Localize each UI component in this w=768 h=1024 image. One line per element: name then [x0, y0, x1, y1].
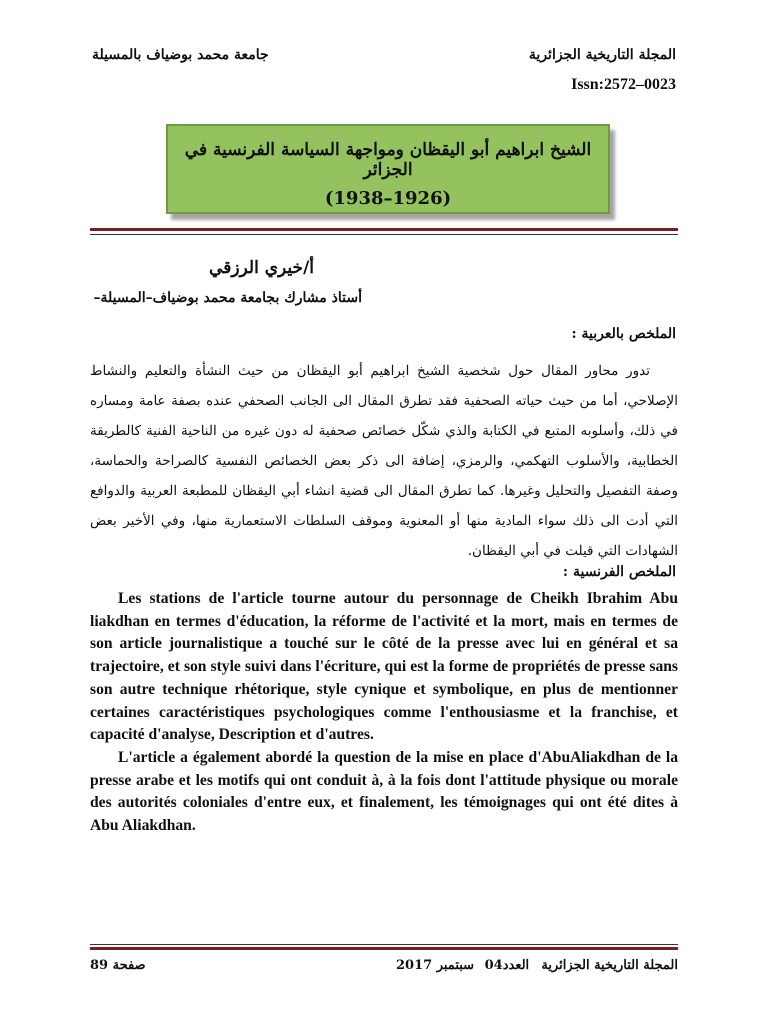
- title-box: [166, 124, 610, 214]
- author-name: أ/خيري الرزقي: [209, 258, 314, 278]
- arabic-abstract-heading: الملخص بالعربية :: [571, 326, 676, 342]
- french-abstract-paragraph-1: Les stations de l'article tourne autour du personnage de Cheikh Ibrahim Abu liakdhan en termes d'éducation, la réforme de l'activité et la mort, mais en termes de son article journalistique a touché sur le côté de la presse avec lui en général et sa trajectoire, et son style suivi dans l'écriture, qui est la forme de propriétés de presse sans son autre technique rhétorique, style cynique et symbolique, en plus de mentionner certaines caractéristiques psychologiques comme l'enthousiasme et la franchise, et capacité d'analyse, Description et d'autres.: [90, 590, 678, 744]
- footer-divider-thick: [90, 947, 678, 950]
- french-abstract: [90, 588, 678, 838]
- page-footer: [90, 958, 678, 978]
- footer-date: سبتمبر 2017: [396, 958, 475, 973]
- french-abstract-heading: الملخص الفرنسية :: [562, 564, 676, 580]
- author-affiliation: أستاذ مشارك بجامعة محمد بوضياف–المسيلة–: [93, 290, 362, 306]
- footer-page-number: صفحة 89: [90, 958, 146, 973]
- footer-issue: العدد04: [484, 958, 530, 973]
- title-divider-thin: [90, 234, 678, 235]
- footer-issue-date: [390, 958, 529, 973]
- footer-divider-thin: [90, 944, 678, 945]
- article-title: الشيخ ابراهيم أبو اليقظان ومواجهة السياسة الفرنسية في الجزائر: [184, 140, 592, 180]
- journal-name-header: المجلة التاريخية الجزائرية: [528, 47, 676, 63]
- footer-journal-name: المجلة التاريخية الجزائرية: [541, 958, 678, 973]
- issn-number: Issn:2572–0023: [571, 76, 676, 93]
- french-abstract-paragraph-2: L'article a également abordé la question de la mise en place d'AbuAliakdhan de la presse arabe et les motifs qui ont conduit à, à la fois dont l'attitude physique ou morale des autorités coloniales d'entre eux, et finalement, les témoignages qui ont été dites à Abu Aliakdhan.: [90, 748, 678, 835]
- title-divider-thick: [90, 228, 678, 231]
- university-header: جامعة محمد بوضياف بالمسيلة: [92, 47, 269, 63]
- arabic-abstract: [90, 356, 678, 566]
- arabic-abstract-text: تدور محاور المقال حول شخصية الشيخ ابراهيم أبو اليقظان من حيث النشأة والتعليم والنشاط الإصلاحي، أما من حيث حياته الصحفية فقد تطرق المقال الى الجانب الصحفي عنده بصفة عامة ومساره في ذلك، وأسلوبه المتبع في الكتابة والذي شكّل خصائص صحفية له دون غيره من الناحية الفنية كالطريقة الخطابية، والأسلوب التهكمي، والرمزي، إضافة الى ذكر بعض الخصائص النفسية كالصراحة والحماسة، وصفة التفصيل والتحليل وغيرها. كما تطرق المقال الى قضية انشاء أبي اليقظان للمطبعة العربية والدوافع التي أدت الى ذلك سواء المادية منها أو المعنوية وموقف السلطات الاستعمارية منها، وفي الأخير بعض الشهادات التي قيلت في أبي اليقظان.: [90, 363, 678, 559]
- article-period: (1926–1938): [324, 188, 452, 209]
